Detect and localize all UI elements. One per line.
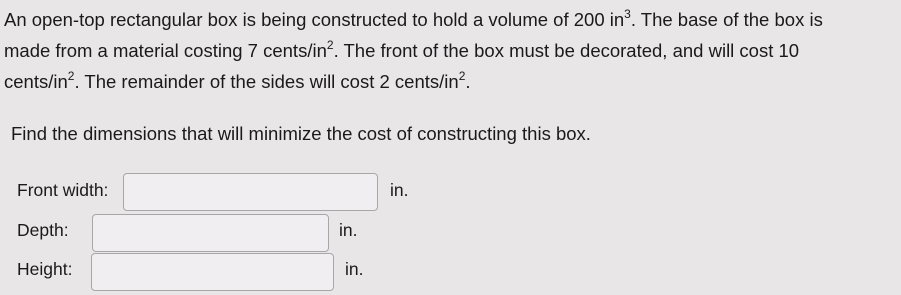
problem-line-3-text: cents/in: [4, 71, 68, 92]
problem-line-2: [4, 35, 897, 66]
front-cost-exponent: 2: [67, 68, 75, 83]
problem-line-2-end: . The front of the box must be decorated, and will cost 10: [333, 40, 800, 61]
front-width-label: Front width:: [17, 180, 109, 200]
front-width-unit: in.: [390, 180, 409, 200]
depth-input[interactable]: [92, 214, 329, 252]
problem-line-1: [4, 4, 897, 35]
problem-line-3-mid: . The remainder of the sides will cost 2 cents/in: [74, 71, 459, 92]
depth-unit: in.: [339, 220, 358, 240]
side-cost-exponent: 2: [458, 68, 466, 83]
problem-line-3: [4, 66, 897, 97]
problem-line-1-end: . The base of the box is: [630, 9, 823, 30]
height-unit: in.: [345, 259, 364, 279]
problem-line-1-text: An open-top rectangular box is being constructed to hold a volume of 200 in: [4, 9, 625, 30]
front-width-input[interactable]: [123, 173, 378, 211]
problem-line-2-text: made from a material costing 7 cents/in: [4, 40, 327, 61]
depth-label: Depth:: [17, 220, 69, 240]
problem-statement: [4, 4, 897, 97]
base-cost-exponent: 2: [326, 37, 334, 52]
volume-exponent: 3: [624, 6, 631, 21]
instruction-text: Find the dimensions that will minimize the cost of constructing this box.: [11, 123, 591, 144]
height-label: Height:: [17, 259, 73, 279]
height-input[interactable]: [91, 253, 334, 291]
problem-line-3-end: .: [465, 71, 471, 92]
